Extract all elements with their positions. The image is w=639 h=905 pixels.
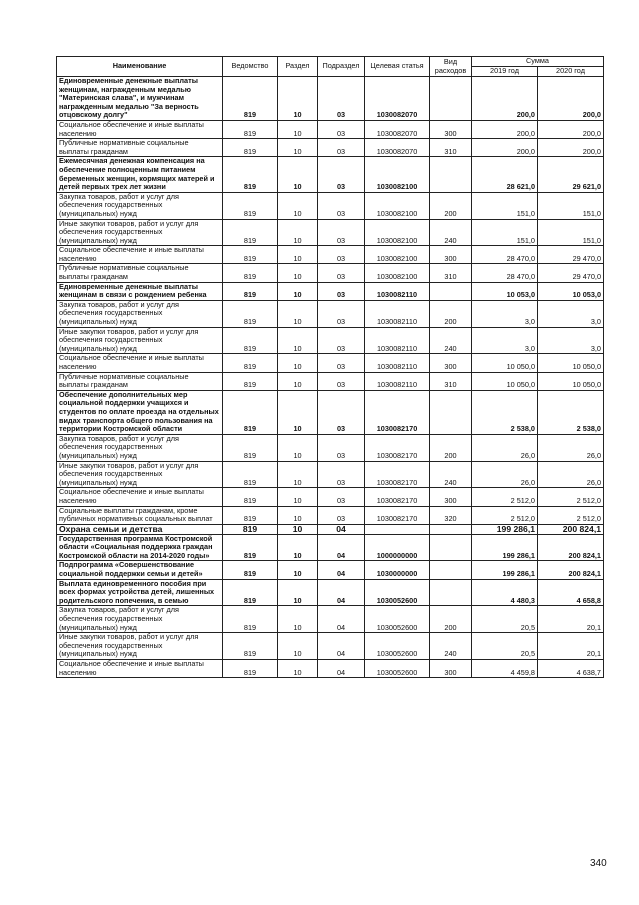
- cell-exptype: 200: [430, 434, 472, 461]
- cell-section: 10: [278, 633, 318, 660]
- cell-subsection: 03: [318, 219, 365, 246]
- header-subsection: Подраздел: [318, 57, 365, 77]
- cell-2020: 2 512,0: [538, 506, 604, 524]
- cell-target: 1030082070: [365, 77, 430, 121]
- cell-dept: 819: [223, 77, 278, 121]
- cell-exptype: [430, 77, 472, 121]
- table-row: [57, 300, 604, 327]
- cell-exptype: 240: [430, 461, 472, 488]
- cell-dept: 819: [223, 282, 278, 300]
- cell-name: Государственная программа Костромской области «Социальная поддержка граждан Костромской области на 2014-2020 годы»: [57, 534, 223, 561]
- cell-name: Социальное обеспечение и иные выплаты населению: [57, 246, 223, 264]
- cell-section: 10: [278, 390, 318, 434]
- cell-subsection: 03: [318, 264, 365, 282]
- cell-section: 10: [278, 434, 318, 461]
- cell-exptype: 300: [430, 488, 472, 506]
- table-row: [57, 461, 604, 488]
- header-target: Целевая статья: [365, 57, 430, 77]
- cell-2019: 3,0: [472, 327, 538, 354]
- cell-dept: 819: [223, 354, 278, 372]
- cell-exptype: [430, 524, 472, 534]
- cell-exptype: 300: [430, 246, 472, 264]
- cell-subsection: 03: [318, 77, 365, 121]
- table-row: [57, 77, 604, 121]
- cell-dept: 819: [223, 219, 278, 246]
- cell-section: 10: [278, 77, 318, 121]
- cell-target: 1030082070: [365, 120, 430, 138]
- header-exptype: Вид расходов: [430, 57, 472, 77]
- cell-2019: 2 512,0: [472, 488, 538, 506]
- cell-2019: 2 512,0: [472, 506, 538, 524]
- cell-dept: 819: [223, 264, 278, 282]
- cell-subsection: 03: [318, 488, 365, 506]
- cell-dept: 819: [223, 192, 278, 219]
- table-row: [57, 282, 604, 300]
- cell-2019: 2 538,0: [472, 390, 538, 434]
- cell-section: 10: [278, 300, 318, 327]
- cell-section: 10: [278, 606, 318, 633]
- cell-2019: 28 470,0: [472, 246, 538, 264]
- cell-2019: 4 480,3: [472, 579, 538, 606]
- cell-exptype: [430, 579, 472, 606]
- cell-exptype: 240: [430, 219, 472, 246]
- cell-subsection: 04: [318, 534, 365, 561]
- cell-dept: 819: [223, 506, 278, 524]
- cell-subsection: 04: [318, 579, 365, 606]
- cell-target: 1000000000: [365, 534, 430, 561]
- cell-target: 1030082100: [365, 157, 430, 192]
- cell-name: Социальное обеспечение и иные выплаты населению: [57, 660, 223, 678]
- table-row: [57, 633, 604, 660]
- cell-name: Публичные нормативные социальные выплаты гражданам: [57, 372, 223, 390]
- table-row: [57, 246, 604, 264]
- cell-exptype: 300: [430, 660, 472, 678]
- cell-subsection: 04: [318, 633, 365, 660]
- cell-name: Публичные нормативные социальные выплаты гражданам: [57, 264, 223, 282]
- cell-2020: 151,0: [538, 192, 604, 219]
- cell-2020: 4 638,7: [538, 660, 604, 678]
- cell-2020: 200,0: [538, 120, 604, 138]
- cell-2019: 28 470,0: [472, 264, 538, 282]
- cell-exptype: 310: [430, 372, 472, 390]
- cell-2019: 200,0: [472, 77, 538, 121]
- cell-subsection: 03: [318, 434, 365, 461]
- cell-2019: 200,0: [472, 139, 538, 157]
- cell-2020: 200,0: [538, 139, 604, 157]
- cell-section: 10: [278, 534, 318, 561]
- table-row: [57, 264, 604, 282]
- header-section: Раздел: [278, 57, 318, 77]
- cell-target: 1030082110: [365, 300, 430, 327]
- cell-target: 1030082110: [365, 372, 430, 390]
- cell-section: 10: [278, 461, 318, 488]
- table-row: [57, 192, 604, 219]
- table-row: [57, 390, 604, 434]
- header-sum: Сумма: [472, 57, 604, 67]
- table-body: [57, 77, 604, 678]
- cell-2020: 3,0: [538, 327, 604, 354]
- table-row: [57, 534, 604, 561]
- cell-dept: 819: [223, 488, 278, 506]
- table-row: [57, 488, 604, 506]
- cell-section: 10: [278, 157, 318, 192]
- cell-subsection: 03: [318, 192, 365, 219]
- header-dept: Ведомство: [223, 57, 278, 77]
- cell-2020: 29 621,0: [538, 157, 604, 192]
- cell-2019: 3,0: [472, 300, 538, 327]
- cell-exptype: 240: [430, 327, 472, 354]
- cell-2020: 4 658,8: [538, 579, 604, 606]
- cell-2020: 29 470,0: [538, 264, 604, 282]
- cell-exptype: 200: [430, 300, 472, 327]
- cell-dept: 819: [223, 327, 278, 354]
- cell-exptype: [430, 534, 472, 561]
- cell-subsection: 04: [318, 660, 365, 678]
- cell-name: Иные закупки товаров, работ и услуг для обеспечения государственных (муниципальных) нужд: [57, 461, 223, 488]
- cell-2020: 10 050,0: [538, 354, 604, 372]
- cell-2019: 4 459,8: [472, 660, 538, 678]
- cell-name: Закупка товаров, работ и услуг для обеспечения государственных (муниципальных) нужд: [57, 434, 223, 461]
- table-row: [57, 524, 604, 534]
- cell-subsection: 03: [318, 120, 365, 138]
- cell-section: 10: [278, 372, 318, 390]
- cell-exptype: 300: [430, 354, 472, 372]
- cell-subsection: 03: [318, 300, 365, 327]
- cell-2019: 20,5: [472, 633, 538, 660]
- cell-exptype: [430, 561, 472, 579]
- cell-target: 1030082100: [365, 219, 430, 246]
- cell-subsection: 03: [318, 354, 365, 372]
- cell-exptype: 200: [430, 192, 472, 219]
- cell-2019: 26,0: [472, 434, 538, 461]
- cell-2020: 200,0: [538, 77, 604, 121]
- table-row: [57, 579, 604, 606]
- cell-dept: 819: [223, 524, 278, 534]
- cell-name: Социальное обеспечение и иные выплаты населению: [57, 354, 223, 372]
- cell-section: 10: [278, 219, 318, 246]
- table-row: [57, 506, 604, 524]
- cell-exptype: [430, 282, 472, 300]
- cell-section: 10: [278, 139, 318, 157]
- cell-2019: 151,0: [472, 192, 538, 219]
- cell-target: 1030082170: [365, 461, 430, 488]
- cell-name: Иные закупки товаров, работ и услуг для обеспечения государственных (муниципальных) нужд: [57, 633, 223, 660]
- cell-dept: 819: [223, 120, 278, 138]
- cell-name: Социальные выплаты гражданам, кроме публичных нормативных социальных выплат: [57, 506, 223, 524]
- cell-name: Обеспечение дополнительных мер социальной поддержки учащихся и студентов по оплате проезда на отдельных видах транспорта общего пользования на территории Костромской области: [57, 390, 223, 434]
- cell-name: Единовременные денежные выплаты женщинам, награжденным медалью "Материнская слава", и мужчинам награжденным медалью "За верность отцовскому долгу": [57, 77, 223, 121]
- cell-name: Социальное обеспечение и иные выплаты населению: [57, 488, 223, 506]
- cell-subsection: 03: [318, 506, 365, 524]
- cell-target: 1030082170: [365, 506, 430, 524]
- cell-dept: 819: [223, 461, 278, 488]
- table-row: [57, 327, 604, 354]
- table-row: [57, 219, 604, 246]
- cell-section: 10: [278, 488, 318, 506]
- cell-dept: 819: [223, 246, 278, 264]
- table-row: [57, 561, 604, 579]
- cell-exptype: 320: [430, 506, 472, 524]
- cell-2019: 200,0: [472, 120, 538, 138]
- header-year-2020: 2020 год: [538, 67, 604, 77]
- cell-exptype: 200: [430, 606, 472, 633]
- cell-section: 10: [278, 660, 318, 678]
- cell-2020: 10 053,0: [538, 282, 604, 300]
- cell-dept: 819: [223, 372, 278, 390]
- cell-name: Закупка товаров, работ и услуг для обеспечения государственных (муниципальных) нужд: [57, 300, 223, 327]
- cell-target: 1030000000: [365, 561, 430, 579]
- cell-name: Выплата единовременного пособия при всех формах устройства детей, лишенных родительского попечения, в семью: [57, 579, 223, 606]
- cell-target: 1030082110: [365, 282, 430, 300]
- table-row: [57, 139, 604, 157]
- cell-2019: 28 621,0: [472, 157, 538, 192]
- cell-section: 10: [278, 192, 318, 219]
- cell-2020: 2 512,0: [538, 488, 604, 506]
- cell-target: [365, 524, 430, 534]
- budget-table: [56, 56, 604, 678]
- cell-2019: 199 286,1: [472, 534, 538, 561]
- cell-2019: 199 286,1: [472, 561, 538, 579]
- cell-2019: 20,5: [472, 606, 538, 633]
- cell-subsection: 03: [318, 372, 365, 390]
- cell-2020: 26,0: [538, 461, 604, 488]
- cell-name: Ежемесячная денежная компенсация на обеспечение полноценным питанием беременных женщин, кормящих матерей и детей первых трех лет жизни: [57, 157, 223, 192]
- cell-section: 10: [278, 282, 318, 300]
- cell-section: 10: [278, 327, 318, 354]
- table-row: [57, 157, 604, 192]
- cell-target: 1030052600: [365, 606, 430, 633]
- cell-subsection: 03: [318, 282, 365, 300]
- cell-2020: 29 470,0: [538, 246, 604, 264]
- cell-target: 1030082110: [365, 354, 430, 372]
- cell-2020: 20,1: [538, 633, 604, 660]
- cell-name: Подпрограмма «Совершенствование социальной поддержки семьи и детей»: [57, 561, 223, 579]
- cell-target: 1030052600: [365, 633, 430, 660]
- cell-target: 1030082100: [365, 192, 430, 219]
- cell-subsection: 03: [318, 390, 365, 434]
- cell-section: 10: [278, 561, 318, 579]
- cell-2019: 10 050,0: [472, 372, 538, 390]
- cell-target: 1030052600: [365, 660, 430, 678]
- cell-section: 10: [278, 264, 318, 282]
- cell-exptype: [430, 390, 472, 434]
- table-row: [57, 434, 604, 461]
- cell-exptype: 310: [430, 264, 472, 282]
- cell-dept: 819: [223, 579, 278, 606]
- cell-subsection: 03: [318, 327, 365, 354]
- cell-dept: 819: [223, 534, 278, 561]
- cell-2020: 151,0: [538, 219, 604, 246]
- cell-exptype: 300: [430, 120, 472, 138]
- table-row: [57, 372, 604, 390]
- cell-target: 1030082110: [365, 327, 430, 354]
- cell-subsection: 04: [318, 606, 365, 633]
- cell-2020: 200 824,1: [538, 561, 604, 579]
- cell-subsection: 03: [318, 246, 365, 264]
- cell-subsection: 04: [318, 561, 365, 579]
- cell-name: Публичные нормативные социальные выплаты гражданам: [57, 139, 223, 157]
- cell-2019: 199 286,1: [472, 524, 538, 534]
- cell-exptype: [430, 157, 472, 192]
- cell-target: 1030082070: [365, 139, 430, 157]
- cell-name: Единовременные денежные выплаты женщинам в связи с рождением ребенка: [57, 282, 223, 300]
- cell-subsection: 03: [318, 461, 365, 488]
- cell-target: 1030082100: [365, 264, 430, 282]
- cell-dept: 819: [223, 300, 278, 327]
- cell-target: 1030052600: [365, 579, 430, 606]
- cell-dept: 819: [223, 434, 278, 461]
- cell-name: Закупка товаров, работ и услуг для обеспечения государственных (муниципальных) нужд: [57, 192, 223, 219]
- cell-target: 1030082170: [365, 434, 430, 461]
- table-row: [57, 660, 604, 678]
- cell-dept: 819: [223, 606, 278, 633]
- cell-dept: 819: [223, 139, 278, 157]
- cell-dept: 819: [223, 390, 278, 434]
- cell-2020: 2 538,0: [538, 390, 604, 434]
- cell-section: 10: [278, 120, 318, 138]
- table-row: [57, 120, 604, 138]
- cell-name: Иные закупки товаров, работ и услуг для обеспечения государственных (муниципальных) нужд: [57, 327, 223, 354]
- cell-2020: 200 824,1: [538, 524, 604, 534]
- cell-section: 10: [278, 354, 318, 372]
- page-number: 340: [590, 858, 607, 869]
- cell-subsection: 03: [318, 139, 365, 157]
- cell-2019: 10 050,0: [472, 354, 538, 372]
- cell-exptype: 310: [430, 139, 472, 157]
- cell-dept: 819: [223, 633, 278, 660]
- cell-name: Иные закупки товаров, работ и услуг для обеспечения государственных (муниципальных) нужд: [57, 219, 223, 246]
- cell-target: 1030082170: [365, 488, 430, 506]
- cell-name: Закупка товаров, работ и услуг для обеспечения государственных (муниципальных) нужд: [57, 606, 223, 633]
- header-name: Наименование: [57, 57, 223, 77]
- cell-2020: 10 050,0: [538, 372, 604, 390]
- cell-exptype: 240: [430, 633, 472, 660]
- cell-dept: 819: [223, 660, 278, 678]
- cell-2020: 26,0: [538, 434, 604, 461]
- cell-dept: 819: [223, 561, 278, 579]
- cell-section: 10: [278, 524, 318, 534]
- cell-2020: 200 824,1: [538, 534, 604, 561]
- cell-subsection: 04: [318, 524, 365, 534]
- table-row: [57, 606, 604, 633]
- cell-2020: 3,0: [538, 300, 604, 327]
- cell-section: 10: [278, 579, 318, 606]
- cell-section: 10: [278, 506, 318, 524]
- cell-target: 1030082170: [365, 390, 430, 434]
- cell-2019: 10 053,0: [472, 282, 538, 300]
- header-year-2019: 2019 год: [472, 67, 538, 77]
- cell-2020: 20,1: [538, 606, 604, 633]
- cell-dept: 819: [223, 157, 278, 192]
- cell-2019: 151,0: [472, 219, 538, 246]
- table-row: [57, 354, 604, 372]
- cell-name: Социальное обеспечение и иные выплаты населению: [57, 120, 223, 138]
- cell-target: 1030082100: [365, 246, 430, 264]
- cell-section: 10: [278, 246, 318, 264]
- cell-2019: 26,0: [472, 461, 538, 488]
- cell-name: Охрана семьи и детства: [57, 524, 223, 534]
- cell-subsection: 03: [318, 157, 365, 192]
